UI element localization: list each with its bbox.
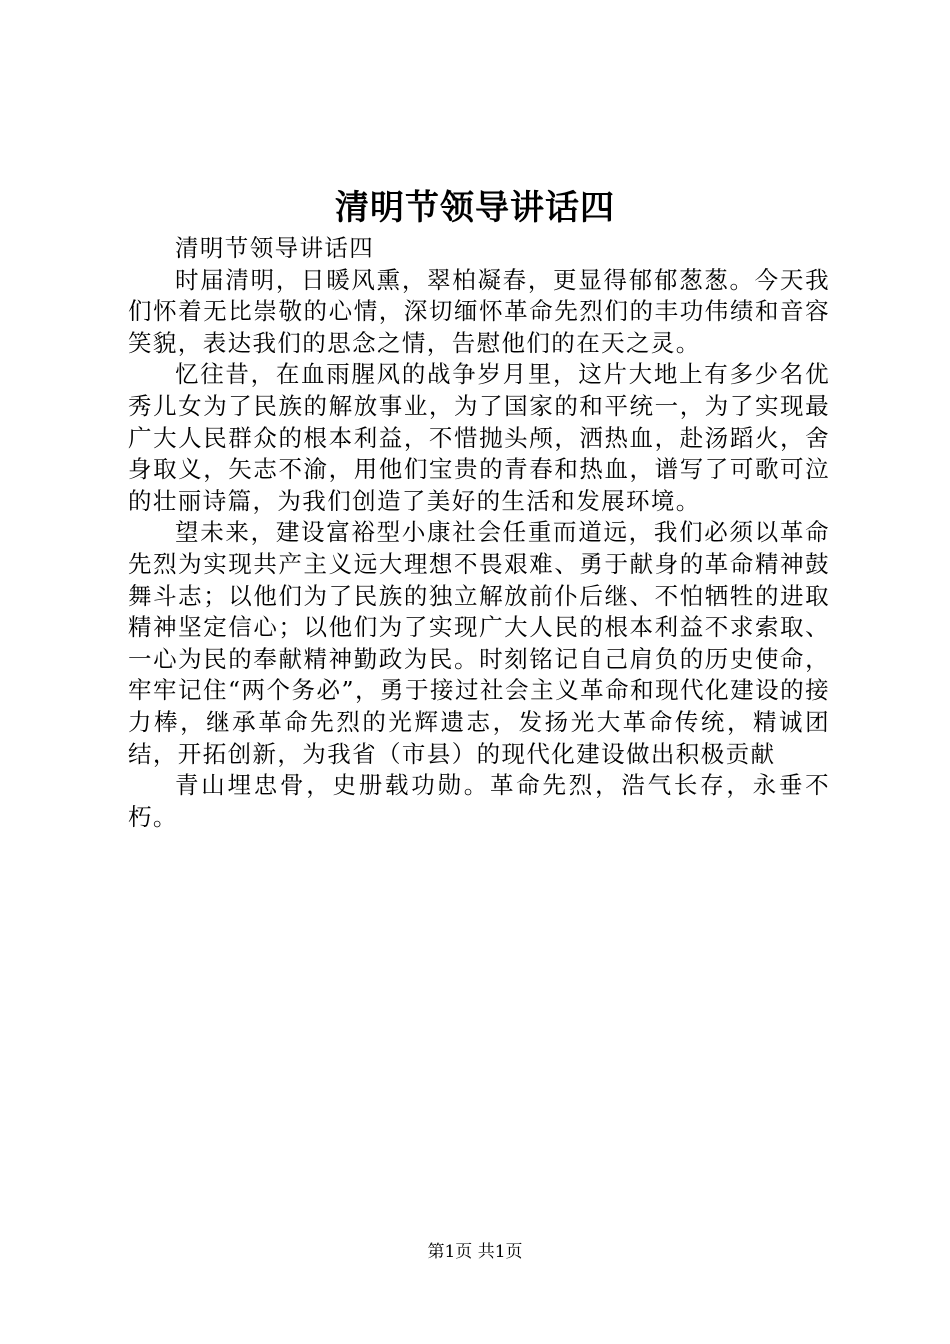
page-footer: 第1页 共1页 — [427, 1242, 523, 1262]
paragraph-opening: 时届清明，日暖风熏，翠柏凝春，更显得郁郁葱葱。今天我们怀着无比崇敬的心情，深切缅怀革命先烈们的丰功伟绩和音容笑貌，表达我们的思念之情，告慰他们的在天之灵。 — [128, 265, 830, 357]
paragraph-closing: 青山埋忠骨，史册载功勋。革命先烈，浩气长存，永垂不朽。 — [128, 771, 830, 831]
document-body — [128, 233, 830, 833]
paragraph-subtitle: 清明节领导讲话四 — [175, 234, 375, 262]
paragraph-recollection: 忆往昔，在血雨腥风的战争岁月里，这片大地上有多少名优秀儿女为了民族的解放事业，为了国家的和平统一，为了实现最广大人民群众的根本利益，不惜抛头颅，洒热血，赴汤蹈火，舍身取义，矢志不渝，用他们宝贵的青春和热血，谱写了可歌可泣的壮丽诗篇，为我们创造了美好的生活和发展环境。 — [128, 360, 830, 515]
document-title: 清明节领导讲话四 — [335, 188, 615, 228]
paragraph-future: 望未来，建设富裕型小康社会任重而道远，我们必须以革命先烈为实现共产主义远大理想不畏艰难、勇于献身的革命精神鼓舞斗志；以他们为了民族的独立解放前仆后继、不怕牺牲的进取精神坚定信心；以他们为了实现广大人民的根本利益不求索取、一心为民的奉献精神勤政为民。时刻铭记自己肩负的历史使命，牢牢记住“两个务必”，勇于接过社会主义革命和现代化建设的接力棒，继承革命先烈的光辉遗志，发扬光大革命传统，精诚团结，开拓创新，为我省（市县）的现代化建设做出积极贡献 — [128, 518, 830, 768]
